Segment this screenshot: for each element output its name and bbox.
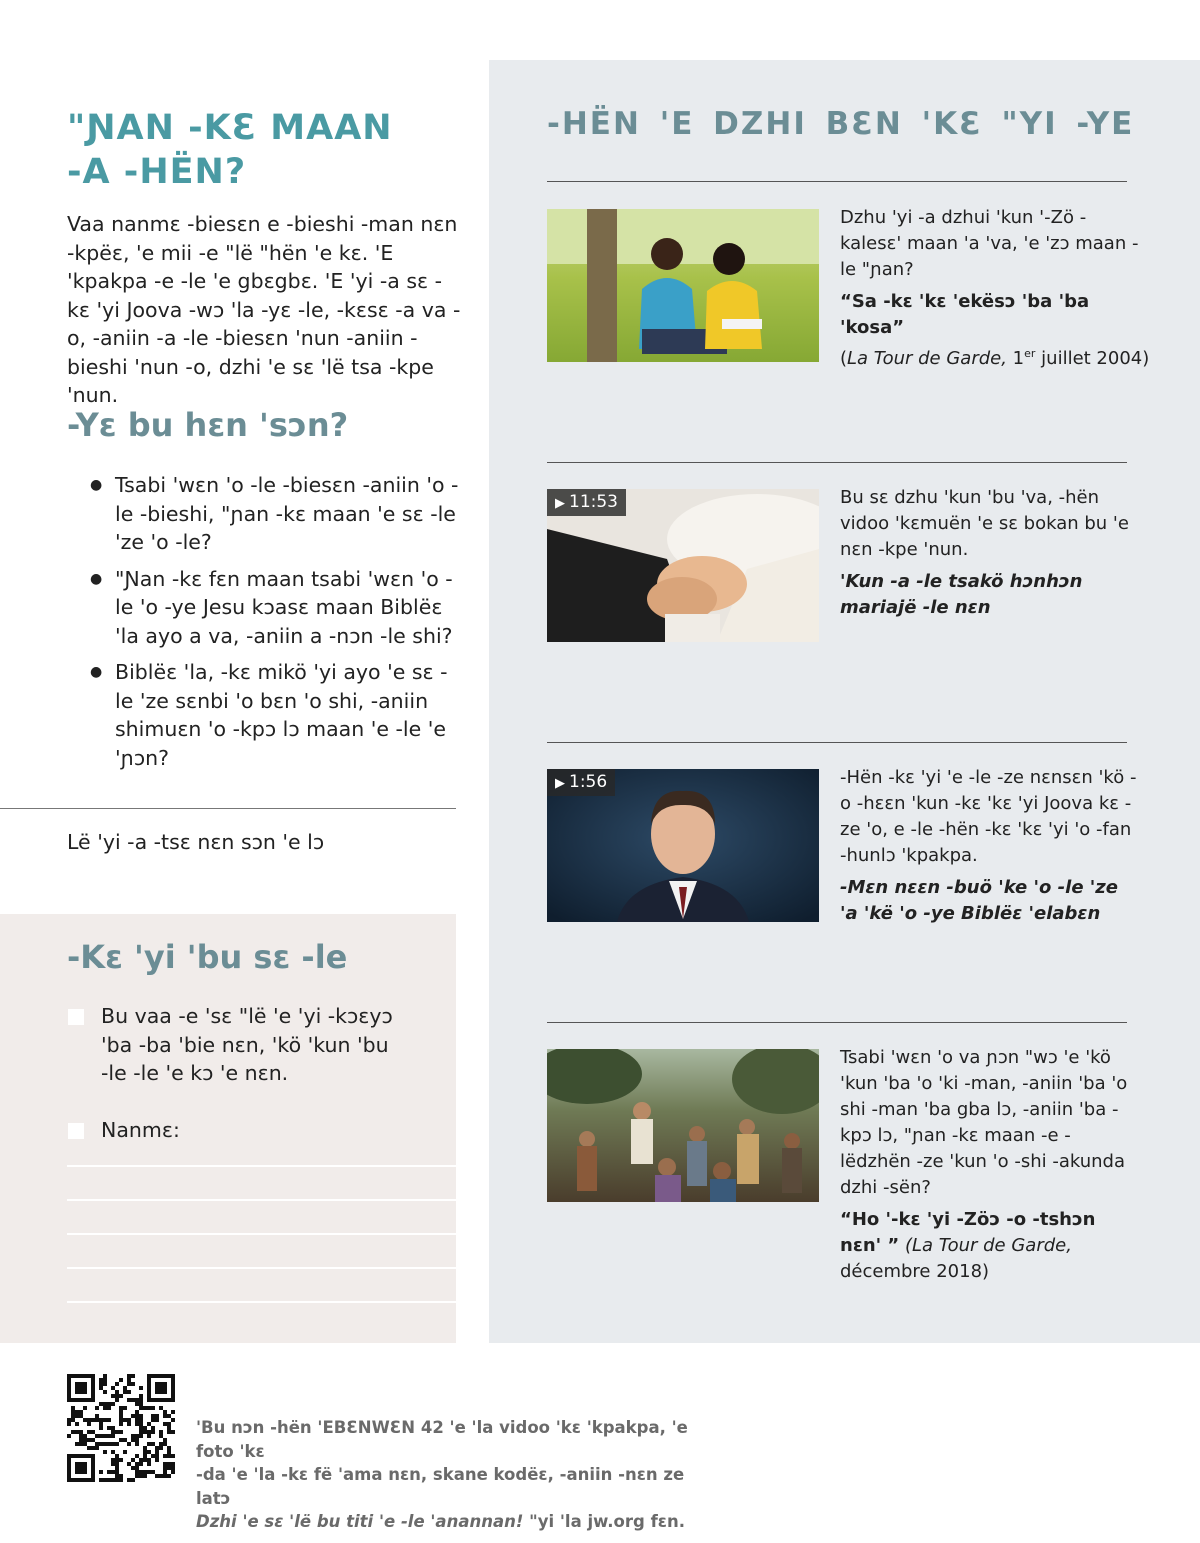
questions-heading: -Yɛ bu hɛn 'sɔn? xyxy=(67,406,349,444)
jesus-crowd-image[interactable] xyxy=(547,1049,819,1202)
next-topic-prompt: Lë 'yi -a -tsɛ nɛn sɔn 'e lɔ xyxy=(67,830,325,854)
write-line[interactable] xyxy=(67,1199,456,1201)
divider xyxy=(547,1022,1127,1023)
checkbox-2-label: Nanmɛ: xyxy=(101,1118,180,1142)
question-item: ● Tsabi 'wɛn 'o -le -biesɛn -aniin 'o -le -bieshi, "ɲan -kɛ maan 'e sɛ -le 'ze 'o -le? xyxy=(90,471,460,557)
question-list xyxy=(90,471,460,780)
resource-4-text: Tsabi 'wɛn 'o va ɲɔn "wɔ 'e 'kö 'kun 'ba 'o 'ki -man, -aniin 'ba 'o shi -man 'ba gba lɔ, -aniin 'ba -kpɔ lɔ, "ɲan -kɛ maan -e -lëdzhën -ze 'kun 'o -shi -akunda dzhi -sën? xyxy=(840,1047,1128,1198)
video-duration-badge: ▶ 1:56 xyxy=(547,769,615,796)
question-item: ● Biblëɛ 'la, -kɛ mikö 'yi ayo 'e sɛ -le 'ze sɛnbi 'o bɛn 'o shi, -aniin shimuɛn 'o -kpɔ lɔ maan 'e -le 'e 'ɲɔn? xyxy=(90,658,460,772)
resource-4-source: (La Tour de Garde, xyxy=(905,1235,1072,1256)
resource-4-reference xyxy=(840,1207,1140,1285)
resource-3-text: -Hën -kɛ 'yi 'e -le -ze nɛnsɛn 'kö -o -hɛɛn 'kun -kɛ 'kɛ 'yi Joova kɛ -ze 'o, e -le -hën -kɛ 'kɛ 'yi 'o -fan -hunlɔ 'kpakpa. xyxy=(840,767,1137,866)
resource-item-1 xyxy=(840,205,1150,372)
intro-paragraph: Vaa nanmɛ -biesɛn e -bieshi -man nɛn -kpëɛ, 'e mii -e "lë "hën 'e kɛ. 'E 'kpakpa -e -le 'e gbɛgbɛ. 'E 'yi -a sɛ -kɛ 'yi Joova -wɔ 'la -yɛ -le, -kɛsɛ -a va -o, -aniin -a -le -biesɛn 'nun -aniin -bieshi 'nun -o, dzhi 'e sɛ 'lë tsa -kpe 'nun. xyxy=(67,212,461,407)
resource-2-link[interactable]: 'Kun -a -le tsakö hɔnhɔn mariajë -le nɛn xyxy=(840,571,1083,618)
divider xyxy=(0,808,456,809)
write-line[interactable] xyxy=(67,1267,456,1269)
checkbox-1[interactable] xyxy=(68,1009,84,1025)
qr-code[interactable] xyxy=(67,1374,175,1482)
question-item: ● "Ɲan -kɛ fɛn maan tsabi 'wɛn 'o -le 'o -ye Jesu kɔasɛ maan Biblëɛ 'la ayo a va, -aniin a -nɔn -le shi? xyxy=(90,565,460,651)
divider xyxy=(547,181,1127,182)
page-title-line1: "ƝAN -KƐ MAAN xyxy=(67,108,393,148)
resource-item-3 xyxy=(840,765,1140,927)
checkbox-1-label: Bu vaa -e 'sɛ "lë 'e 'yi -kɔɛyɔ 'ba -ba 'bie nɛn, 'kö 'kun 'bu -le -le 'e kɔ 'e nɛn. xyxy=(101,1004,393,1085)
page-title xyxy=(67,106,427,194)
notes-box-title: -Kɛ 'yi 'bu sɛ -le xyxy=(67,938,348,976)
write-line[interactable] xyxy=(67,1165,456,1167)
resource-2-text: Bu sɛ dzhu 'kun 'bu 'va, -hën vidoo 'kɛmuën 'e sɛ bokan bu 'e nɛn -kpe 'nun. xyxy=(840,487,1129,560)
checkbox-2[interactable] xyxy=(68,1123,84,1139)
resources-title: -HËN 'E DZHI BƐN 'KƐ "YI -YE xyxy=(547,106,1135,142)
divider xyxy=(547,742,1127,743)
page-title-line2: -A -HËN? xyxy=(67,152,247,192)
video-duration-badge: ▶ 11:53 xyxy=(547,489,626,516)
play-icon: ▶ xyxy=(555,496,565,511)
couple-reading-image[interactable] xyxy=(547,209,819,362)
write-line[interactable] xyxy=(67,1301,456,1303)
write-line[interactable] xyxy=(67,1233,456,1235)
play-icon: ▶ xyxy=(555,776,565,791)
resource-3-link[interactable]: -Mɛn nɛɛn -buö 'ke 'o -le 'ze 'a 'kë 'o -ye Biblëɛ 'elabɛn xyxy=(840,877,1118,924)
footer-note: 'Bu nɔn -hën 'EBƐNWƐN 42 'e 'la vidoo 'kɛ 'kpakpa, 'e foto 'kɛ -da 'e 'la -kɛ fë 'ama nɛn, skane kodëɛ, -aniin -nɛn ze latɔ Dzhi 'e sɛ 'lë bu titi 'e -le 'anannan! "yi 'la jw.org fɛn. xyxy=(196,1418,688,1531)
divider xyxy=(547,462,1127,463)
resource-4-date: décembre 2018) xyxy=(840,1261,990,1282)
resource-item-4 xyxy=(840,1045,1140,1285)
resource-4-link[interactable]: “Ho '-kɛ 'yi -Zöɔ -o -tshɔn nɛn' ” xyxy=(840,1209,1096,1256)
resource-1-link[interactable]: “Sa -kɛ 'kɛ 'ekësɔ 'ba 'ba 'kosa” xyxy=(840,291,1090,338)
resource-1-text: Dzhu 'yi -a dzhui 'kun '-Zö -kalesɛ' maan 'a 'va, 'e 'zɔ maan -le "ɲan? xyxy=(840,207,1139,280)
resource-1-source: (La Tour de Garde, 1er juillet 2004) xyxy=(840,347,1150,369)
resource-item-2 xyxy=(840,485,1140,621)
